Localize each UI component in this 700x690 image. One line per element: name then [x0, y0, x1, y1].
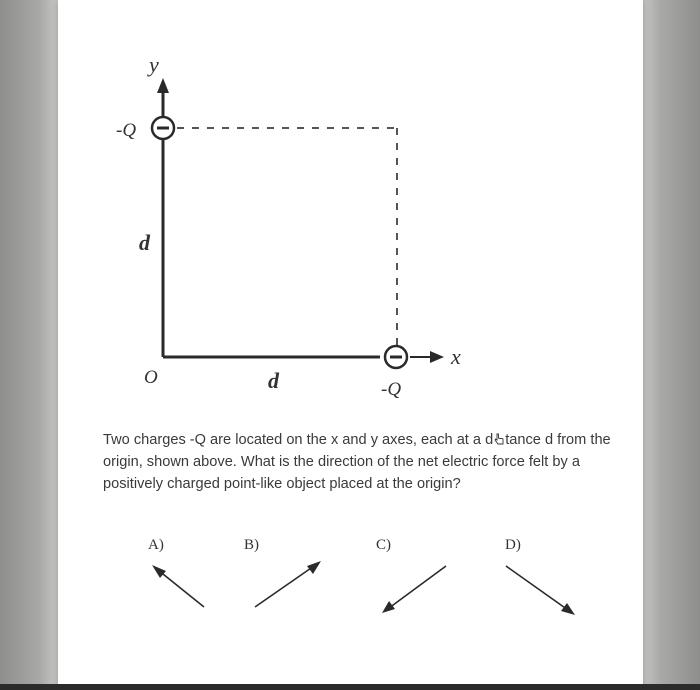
- distance-label-horizontal: d: [268, 368, 279, 393]
- x-axis-arrowhead: [430, 351, 444, 363]
- distance-label-vertical: d: [139, 230, 150, 255]
- choice-b-label[interactable]: B): [244, 537, 259, 553]
- question-text-part2: tance d from the origin, shown above. What is the direction of the net electric force felt by a positively charged point-like object placed at the origin?: [103, 432, 611, 492]
- charge-x-label: -Q: [381, 379, 402, 400]
- bottom-frame-edge: [0, 684, 700, 690]
- charge-y-label: -Q: [116, 120, 137, 141]
- choice-c-label[interactable]: C): [376, 537, 391, 553]
- choice-a-arrow-icon[interactable]: [152, 565, 204, 607]
- choice-d-arrow-icon[interactable]: [506, 566, 575, 615]
- y-axis-arrowhead: [157, 78, 169, 93]
- origin-label: O: [144, 367, 158, 388]
- charge-y-axis: [152, 117, 174, 139]
- charge-x-axis: [385, 346, 407, 368]
- y-axis-label: y: [149, 52, 159, 77]
- question-text-part1: Two charges -Q are located on the x and y axes, each at a d: [103, 432, 494, 448]
- question-text: [103, 429, 643, 495]
- choice-d-label[interactable]: D): [505, 537, 521, 553]
- choice-a-label[interactable]: A): [148, 537, 164, 553]
- choice-b-arrow-icon[interactable]: [255, 561, 321, 607]
- x-axis-label: x: [451, 344, 461, 369]
- choice-c-arrow-icon[interactable]: [382, 566, 446, 613]
- hand-cursor-icon: [493, 433, 505, 445]
